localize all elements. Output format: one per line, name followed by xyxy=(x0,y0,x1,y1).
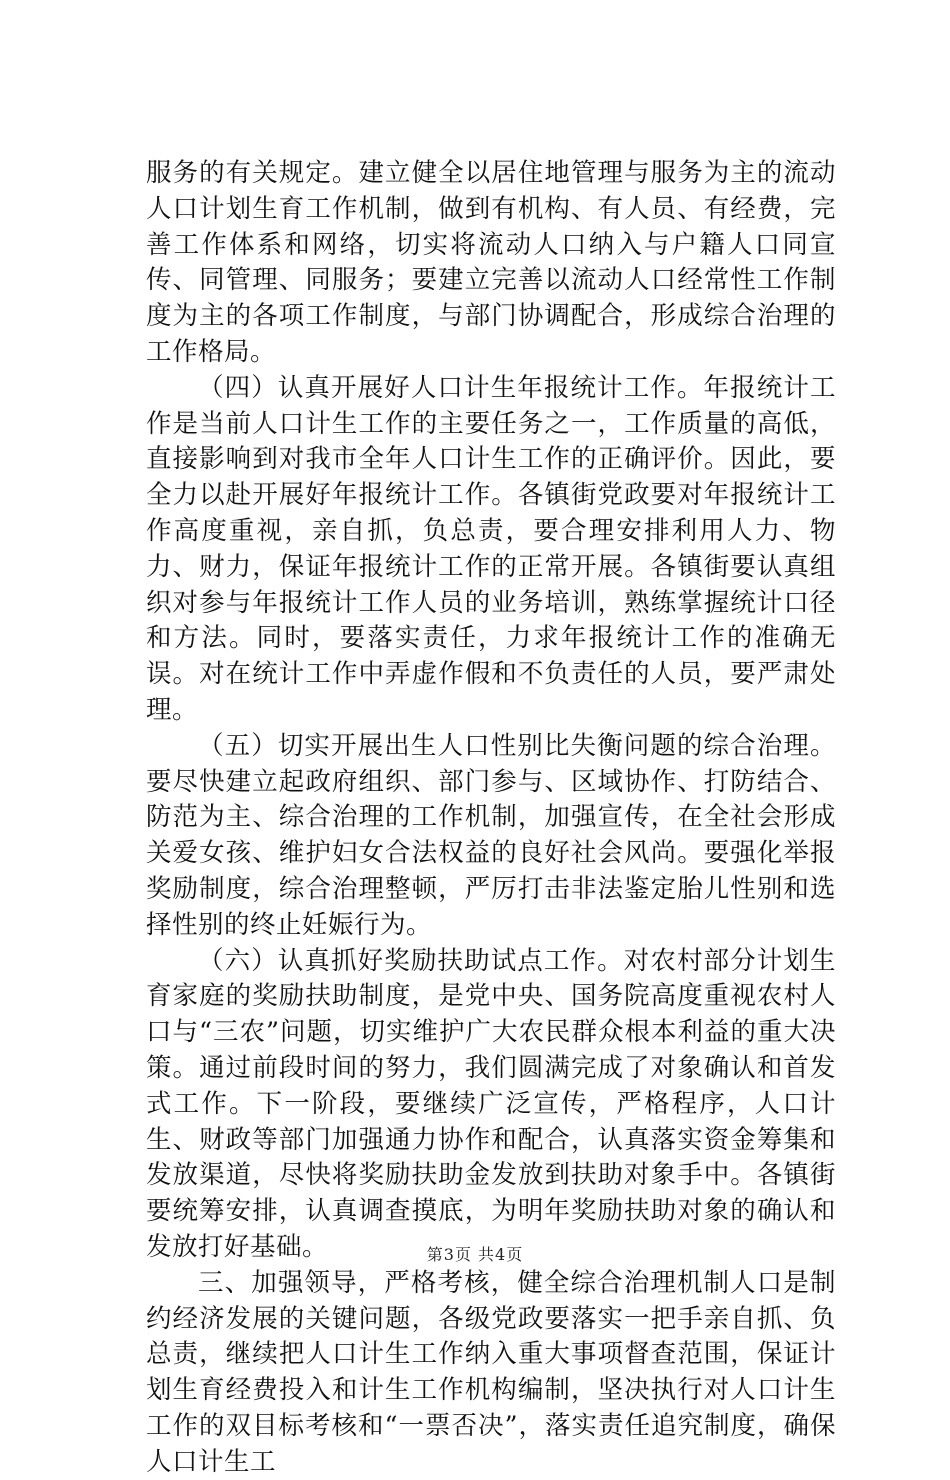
paragraph-continuation: 服务的有关规定。建立健全以居住地管理与服务为主的流动人口计划生育工作机制，做到有机构、有人员、有经费，完善工作体系和网络，切实将流动人口纳入与户籍人口同宣传、同管理、同服务；要建立完善以流动人口经常性工作制度为主的各项工作制度，与部门协调配合，形成综合治理的工作格局。 xyxy=(146,158,836,367)
document-body xyxy=(146,156,836,1480)
paragraph-part-3: 三、加强领导，严格考核，健全综合治理机制人口是制约经济发展的关键问题，各级党政要落实一把手亲自抓、负总责，继续把人口计生工作纳入重大事项督查范围，保证计划生育经费投入和计生工作机构编制，坚决执行对人口计生工作的双目标考核和“一票否决”，落实责任追究制度，确保人口计生工 xyxy=(146,1267,836,1477)
paragraph-section-6: （六）认真抓好奖励扶助试点工作。对农村部分计划生育家庭的奖励扶助制度，是党中央、国务院高度重视农村人口与“三农”问题，切实维护广大农民群众根本利益的重大决策。通过前段时间的努力，我们圆满完成了对象确认和首发式工作。下一阶段，要继续广泛宣传，严格程序，人口计生、财政等部门加强通力协作和配合，认真落实资金筹集和发放渠道，尽快将奖励扶助金发放到扶助对象手中。各镇街要统筹安排，认真调查摸底，为明年奖励扶助对象的确认和发放打好基础。 xyxy=(146,945,836,1262)
paragraph-section-4: （四）认真开展好人口计生年报统计工作。年报统计工作是当前人口计生工作的主要任务之一，工作质量的高低，直接影响到对我市全年人口计生工作的正确评价。因此，要全力以赴开展好年报统计工作。各镇街党政要对年报统计工作高度重视，亲自抓，负总责，要合理安排利用人力、物力、财力，保证年报统计工作的正常开展。各镇街要认真组织对参与年报统计工作人员的业务培训，熟练掌握统计口径和方法。同时，要落实责任，力求年报统计工作的准确无误。对在统计工作中弄虚作假和不负责任的人员，要严肃处理。 xyxy=(146,372,836,725)
paragraph-section-5: （五）切实开展出生人口性别比失衡问题的综合治理。要尽快建立起政府组织、部门参与、区域协作、打防结合、防范为主、综合治理的工作机制，加强宣传，在全社会形成关爱女孩、维护妇女合法权益的良好社会风尚。要强化举报奖励制度，综合治理整顿，严厉打击非法鉴定胎儿性别和选择性别的终止妊娠行为。 xyxy=(146,730,836,940)
page-footer: 第3页 共4页 xyxy=(426,1245,524,1264)
